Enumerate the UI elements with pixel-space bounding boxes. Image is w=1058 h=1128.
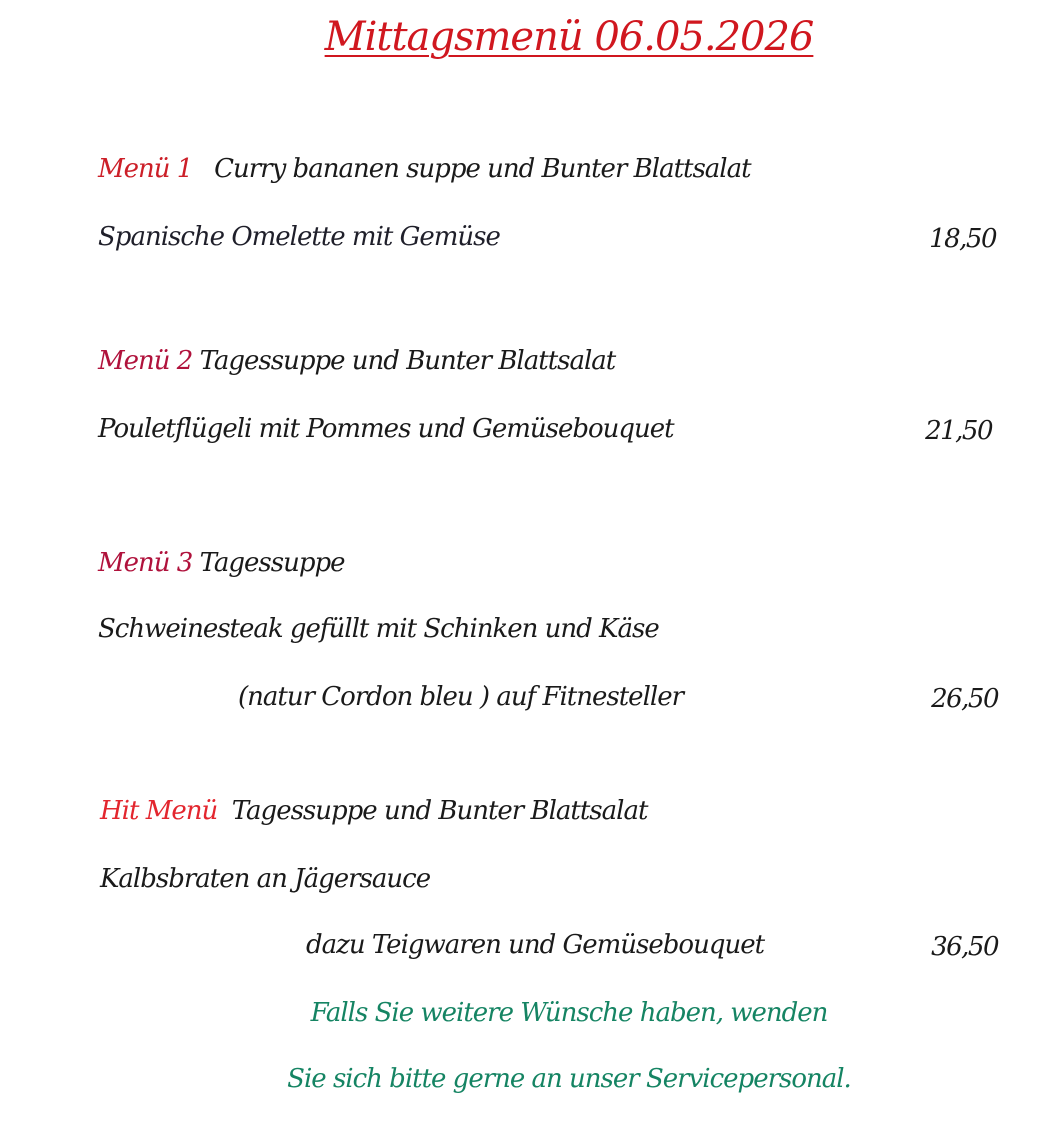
service-note-line-2: Sie sich bitte gerne an unser Servicepersonal. xyxy=(287,1064,851,1094)
menu-1-price: 18,50 xyxy=(929,224,996,254)
menu-2-main: Pouletflügeli mit Pommes und Gemüsebouquet xyxy=(98,414,674,444)
menu-2-header xyxy=(98,348,615,374)
page-title: Mittagsmenü 06.05.2026 xyxy=(324,14,814,60)
menu-3-label: Menü 3 xyxy=(98,548,193,578)
menu-3-price: 26,50 xyxy=(931,684,998,714)
hit-menu-extra: dazu Teigwaren und Gemüsebouquet xyxy=(306,930,765,960)
menu-1-header xyxy=(98,156,751,182)
menu-1-starter: Curry bananen suppe und Bunter Blattsalat xyxy=(214,154,751,184)
menu-3-main: Schweinesteak gefüllt mit Schinken und Käse xyxy=(98,614,659,644)
hit-menu-starter: Tagessuppe und Bunter Blattsalat xyxy=(231,796,648,826)
menu-1-main: Spanische Omelette mit Gemüse xyxy=(98,222,500,252)
menu-3-starter: Tagessuppe xyxy=(199,548,345,578)
menu-3-header xyxy=(98,550,345,576)
menu-3-extra: (natur Cordon bleu ) auf Fitnesteller xyxy=(238,682,684,712)
hit-menu-label: Hit Menü xyxy=(100,796,218,826)
service-note-line-1: Falls Sie weitere Wünsche haben, wenden xyxy=(310,998,828,1028)
menu-2-label: Menü 2 xyxy=(98,346,193,376)
menu-1-label: Menü 1 xyxy=(98,154,193,184)
menu-2-price: 21,50 xyxy=(925,416,992,446)
hit-menu-price: 36,50 xyxy=(931,932,998,962)
hit-menu-header xyxy=(100,798,647,824)
hit-menu-main: Kalbsbraten an Jägersauce xyxy=(100,864,431,894)
menu-2-starter: Tagessuppe und Bunter Blattsalat xyxy=(199,346,616,376)
